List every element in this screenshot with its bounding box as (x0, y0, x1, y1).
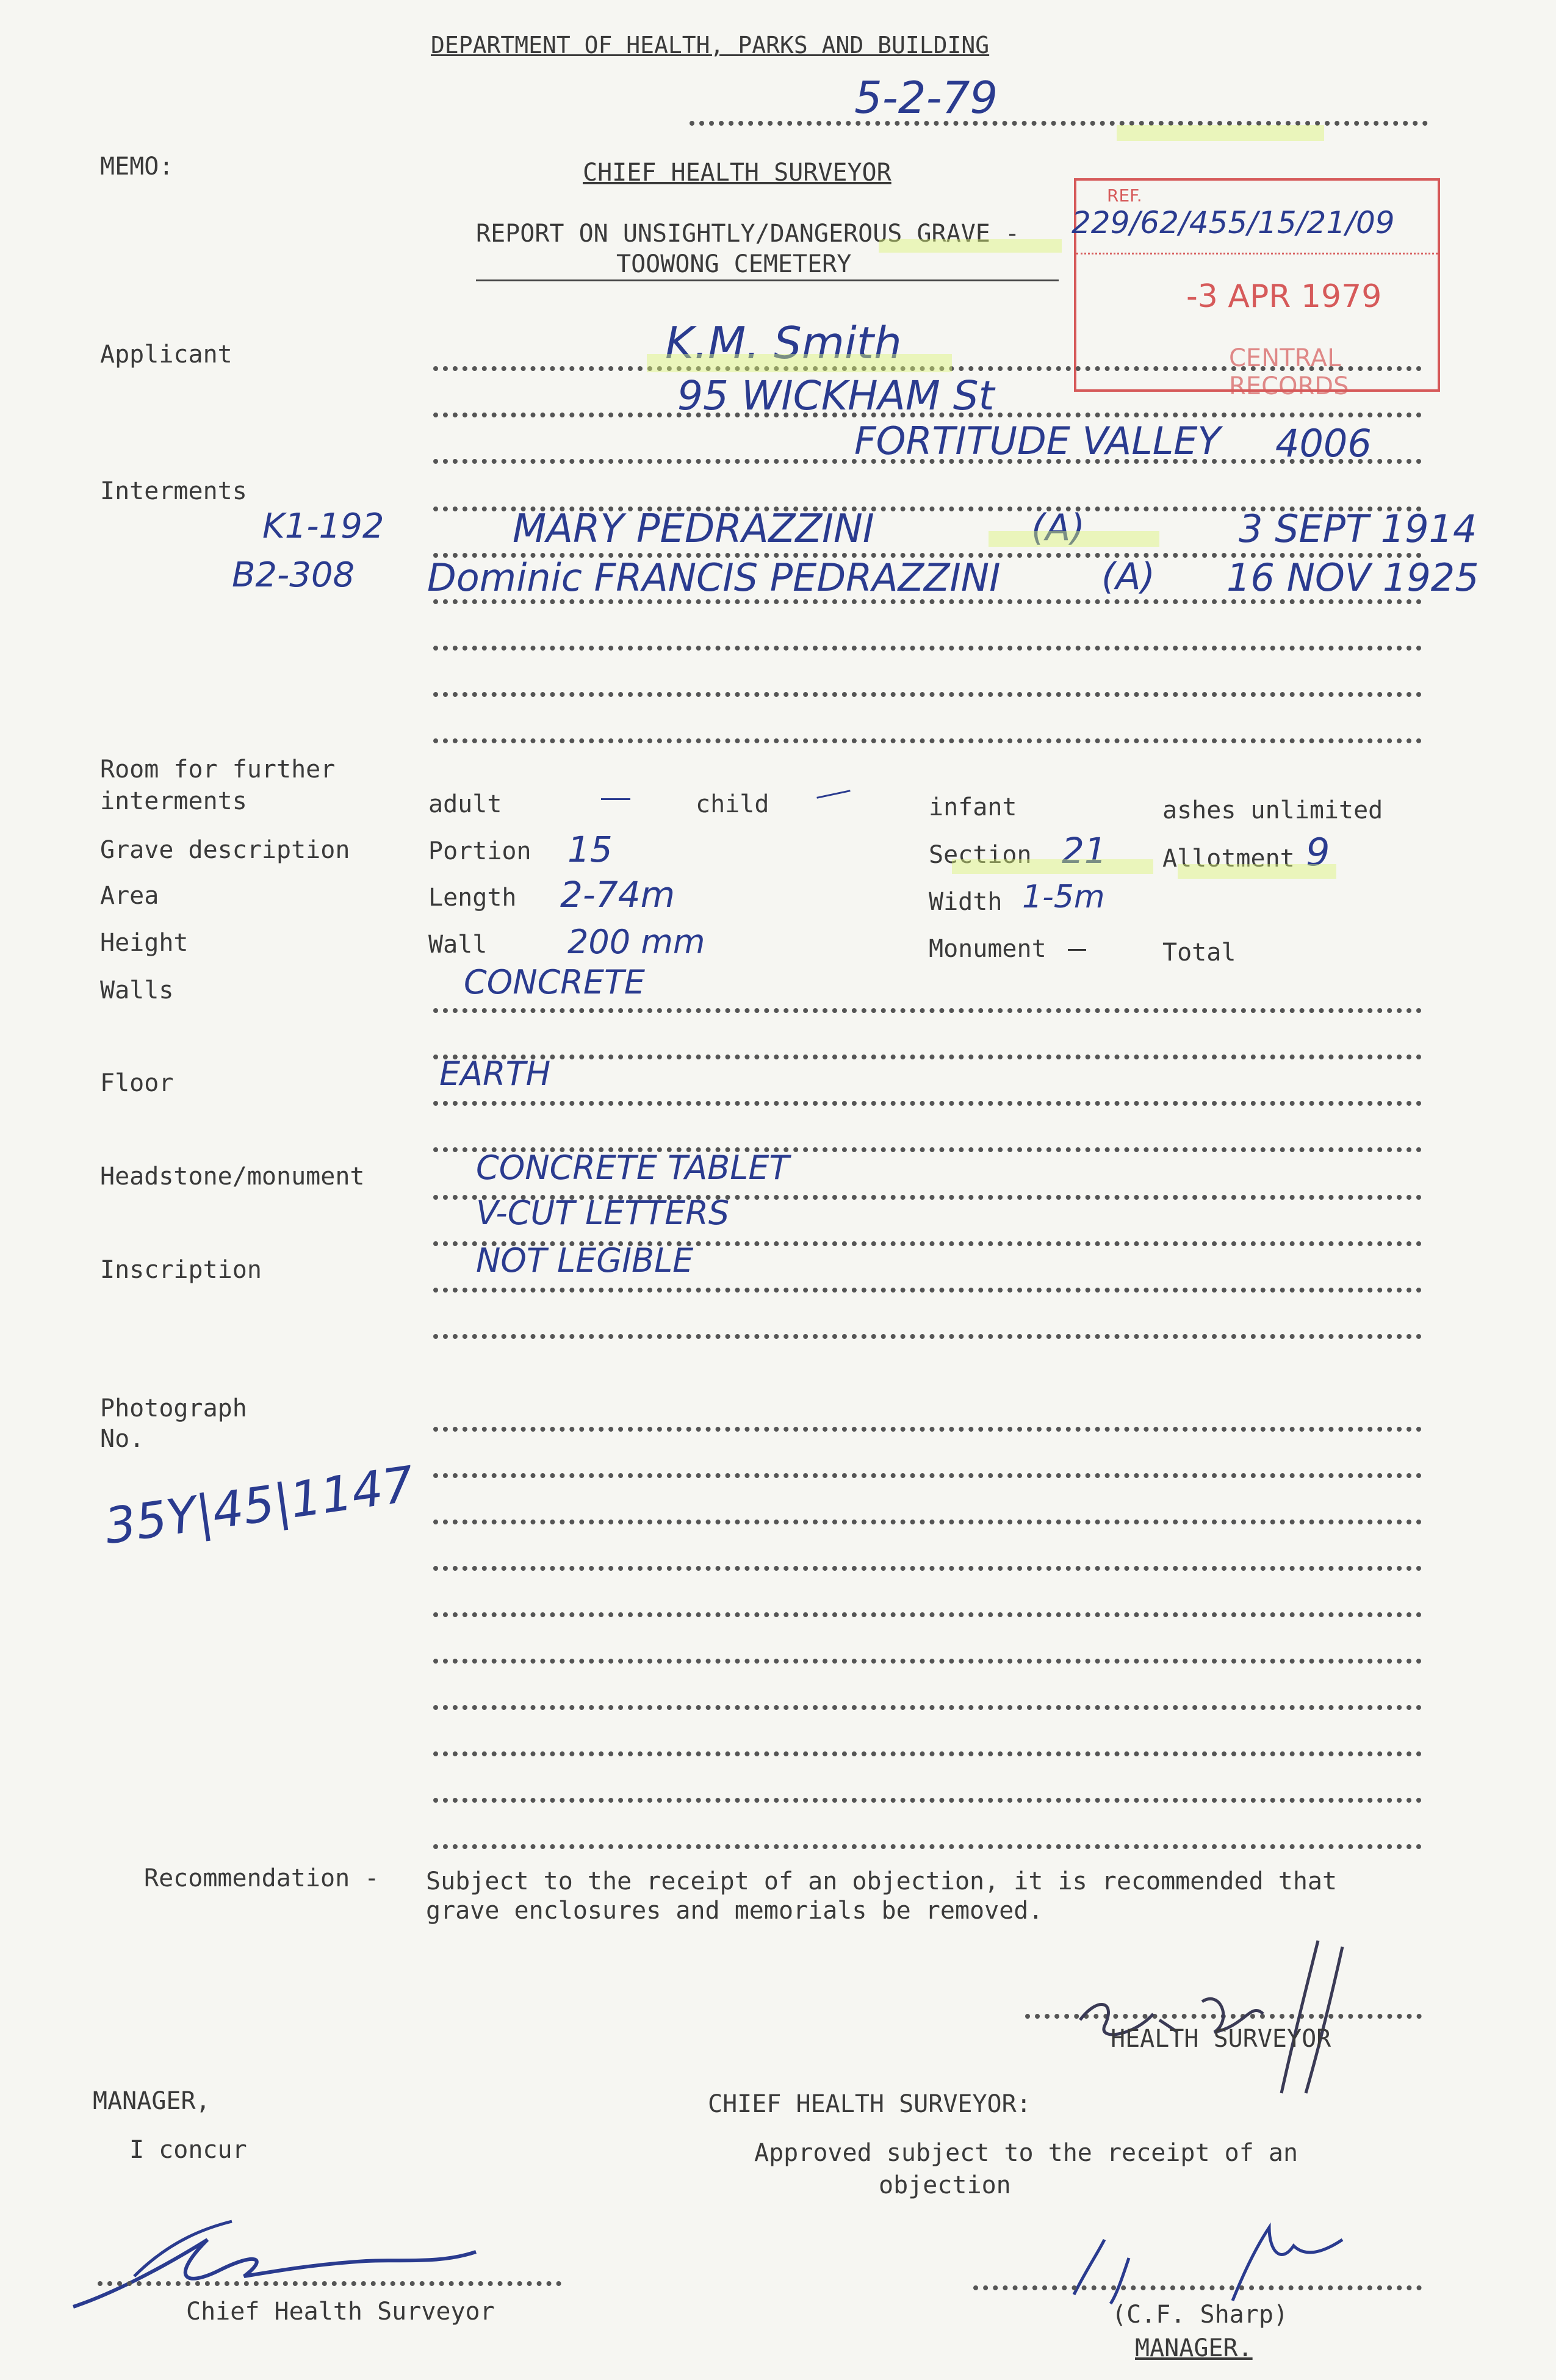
manager-signature (1037, 2203, 1379, 2313)
interment-1-ref: K1-192 (262, 507, 384, 546)
wall-label: Wall (428, 931, 488, 959)
interment-1-highlight (989, 531, 1159, 547)
subject-underline (476, 279, 1059, 281)
section-label: Section (929, 841, 1032, 869)
central-records-stamp (1072, 178, 1440, 400)
applicant-label: Applicant (100, 341, 232, 369)
photo-line-7 (433, 1705, 1422, 1710)
wall-value: 200 mm (567, 923, 705, 961)
applicant-postcode: 4006 (1275, 421, 1372, 466)
photo-line-2 (433, 1473, 1422, 1478)
allotment-label: Allotment (1162, 845, 1295, 873)
recommendation-label: Recommendation - (144, 1864, 380, 1892)
photo-line-9 (433, 1798, 1422, 1803)
applicant-address-line1: 95 WICKHAM St (677, 372, 995, 419)
approved-line1: Approved subject to the receipt of an (754, 2139, 1298, 2167)
chief-signature-title: Chief Health Surveyor (186, 2298, 495, 2326)
total-label: Total (1162, 939, 1236, 967)
length-label: Length (428, 884, 517, 912)
room-ashes-label: ashes unlimited (1162, 796, 1383, 824)
photo-line-6 (433, 1659, 1422, 1664)
photo-line-5 (433, 1612, 1422, 1617)
stamp-office: CENTRAL RECORDS (1229, 344, 1349, 400)
room-child-label: child (696, 790, 769, 818)
walls-line-1 (433, 1008, 1422, 1013)
health-surveyor-title: HEALTH SURVEYOR (1111, 2025, 1331, 2053)
child-dash (816, 790, 850, 799)
grave-description-label: Grave description (100, 836, 350, 864)
interments-line-4 (433, 646, 1422, 651)
approved-line2: objection (879, 2171, 1011, 2199)
adult-dash (601, 798, 630, 800)
department-heading: DEPARTMENT OF HEALTH, PARKS AND BUILDING (431, 32, 990, 59)
stamp-ref-label: REF. (1107, 186, 1142, 206)
stamp-date: -3 APR 1979 (1186, 278, 1382, 315)
report-subject-line1: REPORT ON UNSIGHTLY/DANGEROUS GRAVE - (476, 220, 1020, 248)
room-label-line2: interments (100, 787, 247, 815)
recommendation-line2: grave enclosures and memorials be removed. (426, 1897, 1043, 1925)
interment-2-date: 16 NOV 1925 (1226, 555, 1479, 600)
walls-value: CONCRETE (464, 963, 646, 1001)
allotment-highlight (1178, 864, 1336, 879)
room-label-line1: Room for further (100, 755, 336, 784)
subject-highlight (879, 239, 1062, 253)
stamp-ref-number: 229/62/455/15/21/09 (1072, 205, 1395, 240)
date-highlight (1117, 125, 1324, 141)
interment-1-type: (A) (1031, 507, 1085, 549)
photo-line-3 (433, 1520, 1422, 1524)
manager-signature-line (973, 2285, 1422, 2290)
chief-health-surveyor-label: CHIEF HEALTH SURVEYOR: (708, 2090, 1031, 2118)
applicant-address-line2: FORTITUDE VALLEY (854, 419, 1221, 463)
floor-value: EARTH (439, 1055, 551, 1093)
interment-2-ref: B2-308 (232, 555, 355, 595)
width-label: Width (929, 888, 1003, 916)
interments-line-3 (433, 599, 1422, 604)
memo-date: 5-2-79 (854, 72, 998, 123)
interments-label: Interments (100, 477, 247, 505)
applicant-name: K.M. Smith (665, 317, 902, 369)
section-value: 21 (1062, 830, 1107, 871)
memo-label: MEMO: (100, 153, 174, 181)
monument-dash (1068, 949, 1086, 951)
portion-value: 15 (567, 829, 613, 870)
chief-signature-line (98, 2281, 561, 2286)
manager-title: MANAGER. (1135, 2334, 1253, 2362)
photo-line-10 (433, 1844, 1422, 1849)
allotment-value: 9 (1306, 830, 1330, 874)
interments-line-5 (433, 692, 1422, 697)
manager-name: (C.F. Sharp) (1112, 2301, 1288, 2329)
room-infant-label: infant (929, 793, 1017, 821)
inscription-label: Inscription (100, 1256, 262, 1284)
headstone-value-line2: V-CUT LETTERS (476, 1194, 730, 1232)
floor-label: Floor (100, 1069, 174, 1097)
monument-label: Monument (929, 935, 1046, 963)
photo-number: 35Y|45|1147 (101, 1455, 417, 1556)
photo-line-4 (433, 1566, 1422, 1571)
interment-2-type: (A) (1101, 555, 1155, 598)
inscription-line-1 (433, 1288, 1422, 1293)
inscription-value: NOT LEGIBLE (476, 1241, 694, 1280)
height-label: Height (100, 929, 189, 957)
walls-line-2 (433, 1055, 1422, 1059)
interment-1-date: 3 SEPT 1914 (1239, 507, 1477, 551)
manager-label: MANAGER, (93, 2087, 211, 2115)
interment-2-name: Dominic FRANCIS PEDRAZZINI (427, 555, 1001, 600)
photo-line-8 (433, 1751, 1422, 1756)
room-adult-label: adult (428, 790, 502, 818)
interments-line-6 (433, 738, 1422, 743)
walls-label: Walls (100, 976, 174, 1004)
stamp-divider (1076, 253, 1438, 254)
floor-line-1 (433, 1101, 1422, 1106)
memo-addressee: CHIEF HEALTH SURVEYOR (583, 159, 891, 187)
report-subject-line2: TOOWONG CEMETERY (616, 250, 852, 278)
applicant-name-highlight (647, 354, 952, 372)
recommendation-line1: Subject to the receipt of an objection, it is recommended that (426, 1867, 1338, 1895)
headstone-label: Headstone/monument (100, 1163, 365, 1191)
photo-label-line1: Photograph (100, 1394, 247, 1423)
concur-text: I concur (129, 2136, 247, 2164)
inscription-line-2 (433, 1334, 1422, 1339)
photo-label-line2: No. (100, 1425, 145, 1453)
area-label: Area (100, 882, 159, 910)
length-value: 2-74m (560, 874, 675, 915)
health-surveyor-signature (1062, 1928, 1403, 2099)
interment-1-name: MARY PEDRAZZINI (513, 507, 874, 552)
photo-line-1 (433, 1427, 1422, 1432)
width-value: 1-5m (1022, 879, 1105, 915)
portion-label: Portion (428, 837, 531, 865)
headstone-value-line1: CONCRETE TABLET (476, 1149, 790, 1187)
section-highlight (952, 859, 1153, 874)
